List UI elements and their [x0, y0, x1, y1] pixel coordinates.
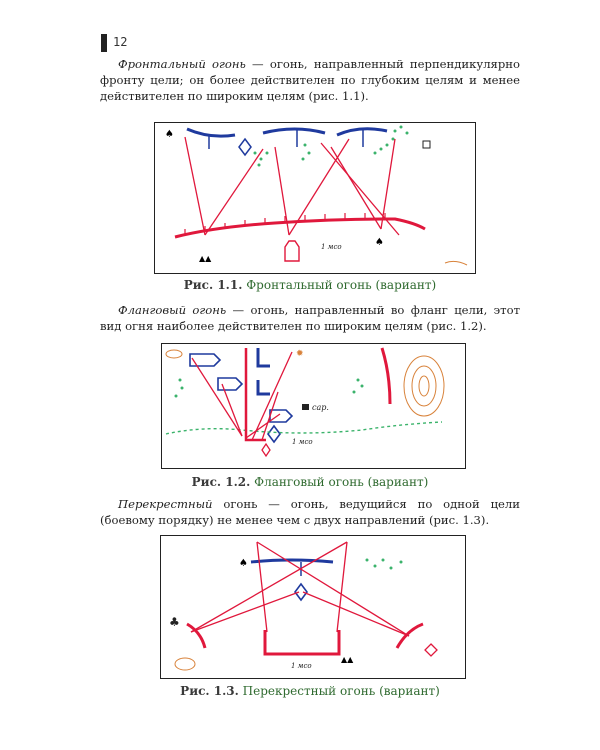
page-number-bar — [101, 34, 107, 52]
tree-icon: ♠ — [239, 558, 248, 569]
figure-1-1-diagram — [155, 123, 475, 273]
figure-1-3-diagram — [161, 536, 465, 678]
enemy-positions — [187, 129, 387, 136]
enemy-position-arc — [251, 560, 333, 562]
enemy-position-arc — [187, 129, 235, 136]
contour-line — [175, 658, 195, 670]
terrain-line — [166, 422, 442, 434]
target-square-icon — [302, 404, 309, 410]
own-line-ticks — [185, 213, 385, 235]
enemy-position-arc — [337, 129, 387, 135]
term-flank-fire: Фланговый огонь — [118, 303, 227, 317]
enemy-unit-diamond — [295, 584, 307, 600]
enemy-unit-diamond — [239, 139, 251, 155]
fire-lines — [191, 542, 409, 636]
landmark-square-icon — [423, 141, 430, 148]
page-number: 12 — [113, 35, 128, 49]
paragraph-cross-fire — [100, 496, 520, 528]
caption-label: Рис. 1.1. — [183, 278, 243, 292]
paragraph-frontal-text: — огонь, направленный перпендикулярно фронту цели; он более действителен по глубоким целям и менее действителен по широким целям (рис. 1.1). — [100, 57, 520, 103]
unit-label: 1 мсо — [292, 438, 313, 446]
paragraph-cross-text: огонь — огонь, ведущийся по одной цели (боевому порядку) не менее чем с двух направлений (рис. 1.3). — [100, 497, 520, 527]
contour-line — [445, 261, 467, 265]
target-label: сар. — [312, 403, 329, 412]
own-unit-diamond — [425, 644, 437, 656]
own-unit-icon — [285, 241, 299, 261]
unit-label: 1 мсо — [291, 662, 312, 670]
unit-label: 1 мсо — [321, 243, 342, 251]
figure-1-1 — [154, 122, 476, 274]
enemy-position-arc — [263, 129, 325, 133]
paragraph-frontal-fire — [100, 56, 520, 104]
figure-1-3 — [160, 535, 466, 679]
paragraph-flank-text: — огонь, направленный во фланг цели, этот вид огня наиболее действителен по широким целям (рис. 1.2). — [100, 303, 520, 333]
enemy-position-brackets — [258, 348, 270, 394]
term-cross-fire: Перекрестный — [118, 497, 213, 511]
caption-figure-1-2 — [100, 475, 520, 489]
figure-1-2-diagram — [162, 344, 465, 468]
tree-icon: ♣ — [169, 615, 180, 629]
own-unit-diamond — [262, 444, 270, 456]
caption-text: Фронтальный огонь (вариант) — [246, 278, 437, 292]
caption-figure-1-3 — [100, 684, 520, 698]
enemy-direction-arrows — [209, 129, 363, 149]
term-frontal-fire: Фронтальный огонь — [118, 57, 246, 71]
caption-label: Рис. 1.3. — [180, 684, 239, 698]
own-position-right — [397, 624, 423, 648]
tree-icon: ♠ — [375, 237, 384, 248]
own-position-center — [265, 630, 339, 654]
caption-text: Фланговый огонь (вариант) — [254, 475, 429, 489]
sun-icon: ✹ — [296, 349, 304, 359]
terrain-vegetation — [366, 559, 403, 570]
caption-label: Рис. 1.2. — [191, 475, 251, 489]
enemy-units — [190, 354, 292, 442]
figure-1-2 — [161, 343, 466, 469]
own-forward-line — [382, 348, 390, 404]
caption-figure-1-1 — [100, 278, 520, 292]
hill-icon: ▲▲ — [341, 655, 354, 664]
paragraph-flank-fire — [100, 302, 520, 334]
caption-text: Перекрестный огонь (вариант) — [242, 684, 440, 698]
tree-icon: ♠ — [165, 129, 174, 140]
hill-icon: ▲▲ — [199, 254, 212, 263]
